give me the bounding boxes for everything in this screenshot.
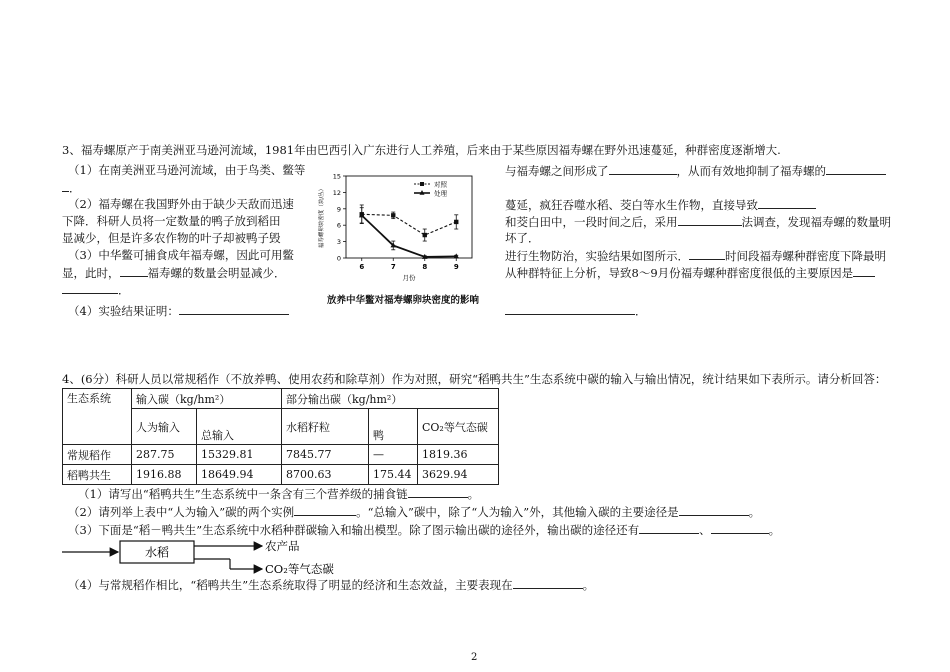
q3-p3-right-b-text: 从种群特征上分析，导致8～9月份福寿螺种群密度很低的主要原因是 <box>505 266 854 280</box>
table-cell: 1819.36 <box>418 445 499 465</box>
output-co2-label: CO₂等气态碳 <box>265 562 334 576</box>
table-cell: 1916.88 <box>132 465 197 485</box>
q3-p2-right-c: 坏了． <box>505 231 540 245</box>
carbon-model-svg <box>62 537 382 581</box>
table-subheader: 鸭 <box>369 409 418 445</box>
q3-p1-left: （1）在南美洲亚马逊河流域，由于鸟类、鳖等 <box>68 163 306 177</box>
q4-s3-end: 。 <box>768 523 781 537</box>
table-cell: — <box>369 445 418 465</box>
q3-p3-right-b <box>505 265 875 280</box>
table-cell: 稻鸭共生 <box>63 465 132 485</box>
answer-blank <box>826 163 886 175</box>
x-tick-label: 9 <box>453 263 459 271</box>
q3-p3-end <box>62 282 130 297</box>
density-chart-svg <box>312 168 502 292</box>
table-cell: 常规稻作 <box>63 445 132 465</box>
answer-blank <box>294 504 356 516</box>
chart-caption: 放养中华鳖对福寿螺卵块密度的影响 <box>327 295 480 306</box>
carbon-model-diagram <box>62 537 382 581</box>
y-axis-label: 福寿螺卵块密度（块/丛） <box>319 185 325 249</box>
q4-s3-text: （3）下面是“稻－鸭共生”生态系统中水稻种群碳输入和输出模型。除了图示输出碳的途径外，输出碳的途径还有 <box>68 523 640 537</box>
q3-p1-right-text2: ，从而有效地抑制了福寿螺的 <box>676 164 826 178</box>
answer-blank <box>711 522 769 534</box>
q4-s2 <box>68 504 760 519</box>
table-cell: 18649.94 <box>197 465 282 485</box>
answer-blank <box>62 282 118 294</box>
q3-p1-end <box>62 180 81 195</box>
q3-p2-left-c: 显减少，但是许多农作物的叶子却被鸭子毁 <box>62 231 281 245</box>
y-tick-label: 15 <box>332 172 341 181</box>
q3-p1-right <box>505 163 886 178</box>
q3-p4 <box>68 303 289 318</box>
series-line-0 <box>362 214 457 235</box>
q3-p2-right-b-text: 和茭白田中，一段时间之后，采用 <box>505 215 678 229</box>
carbon-table <box>62 388 499 485</box>
data-point <box>454 220 458 224</box>
table-cell: 15329.81 <box>197 445 282 465</box>
q3-p4-text: （4）实验结果证明： <box>68 304 179 318</box>
table-cell: 8700.63 <box>282 465 369 485</box>
q3-p3-right-a-text2: 时间段福寿螺种群密度下降最明 <box>725 249 886 263</box>
y-tick-label: 0 <box>336 254 341 263</box>
answer-blank <box>505 303 635 315</box>
q3-p2-right-b-text2: 法调查，发现福寿螺的数量明 <box>741 215 891 229</box>
answer-blank <box>639 522 699 534</box>
output-product-label: 农产品 <box>265 539 300 553</box>
answer-blank <box>689 248 725 260</box>
table-header-system: 生态系统 <box>63 389 132 445</box>
legend-marker <box>420 182 424 186</box>
q3-p4-end-text: ． <box>635 304 647 318</box>
table-subheader: CO₂等气态碳 <box>418 409 499 445</box>
answer-blank <box>678 214 742 226</box>
q4-s1-end: 。 <box>467 487 480 501</box>
table-subheader: 水稻籽粒 <box>282 409 369 445</box>
answer-blank <box>62 180 69 192</box>
q3-p2-left-a: （2）福寿螺在我国野外由于缺少天敌而迅速 <box>68 197 294 211</box>
q3-p3-left-b-text: 显，此时， <box>62 266 120 280</box>
q3-p3-right-a-text: 进行生物防治，实验结果如图所示． <box>505 249 689 263</box>
y-tick-label: 3 <box>336 238 341 247</box>
series-line-1 <box>362 215 457 257</box>
q3-p2-right-b <box>505 214 891 229</box>
answer-blank <box>120 265 148 277</box>
q4-s2-text2: 。“总输入”碳中，除了“人为输入”外，其他输入碳的主要途径是 <box>356 505 679 519</box>
table-row <box>63 445 499 465</box>
density-chart <box>312 168 502 302</box>
q3-p1-end-text: ． <box>69 181 81 195</box>
table-cell: 7845.77 <box>282 445 369 465</box>
x-tick-label: 6 <box>359 263 365 271</box>
table-cell: 287.75 <box>132 445 197 465</box>
table-header-input: 输入碳（kg/hm²） <box>132 389 282 409</box>
y-tick-label: 9 <box>336 205 341 214</box>
plot-frame <box>346 176 472 258</box>
table-row <box>63 465 499 485</box>
table-subheader: 人为输入 <box>132 409 197 445</box>
q4-s4 <box>68 577 594 592</box>
q3-intro: 3、福寿螺原产于南美洲亚马逊河流域，1981年由巴西引入广东进行人工养殖，后来由于某些原因福寿螺在野外迅速蔓延，种群密度逐渐增大. <box>62 143 781 157</box>
q4-s4-text: （4）与常规稻作相比，“稻鸭共生”生态系统取得了明显的经济和生态效益，主要表现在 <box>68 578 513 592</box>
q3-p3-left-b <box>62 265 286 280</box>
answer-blank <box>179 303 289 315</box>
y-tick-label: 6 <box>336 221 341 230</box>
q4-s2-end: 。 <box>748 505 761 519</box>
q4-s1-text: （1）请写出“稻鸭共生”生态系统中一条含有三个营养级的捕食链 <box>78 487 408 501</box>
page-number: 2 <box>471 652 478 663</box>
q4-s3 <box>68 522 780 537</box>
q3-p3-left-b-text2: 福寿螺的数量会明显减少． <box>147 266 286 280</box>
table-subheader: 总输入 <box>197 409 282 445</box>
q4-s3-sep: 、 <box>699 523 711 537</box>
table-header-output: 部分输出碳（kg/hm²） <box>282 389 499 409</box>
q3-p3-left-a: （3）中华鳖可捕食成年福寿螺，因此可用鳖 <box>68 248 294 262</box>
answer-blank <box>513 577 583 589</box>
q3-p4-right <box>505 303 647 318</box>
rice-box-label: 水稻 <box>144 545 170 560</box>
answer-blank <box>408 486 468 498</box>
q3-p3-right-a <box>505 248 886 263</box>
q3-p1-right-text: 与福寿螺之间形成了 <box>505 164 609 178</box>
q3-p3-end-text: ． <box>118 283 130 297</box>
data-point <box>423 233 427 237</box>
answer-blank <box>853 265 875 277</box>
table-cell: 175.44 <box>369 465 418 485</box>
q4-intro: 4、(6分）科研人员以常规稻作（不放养鸭、使用农药和除草剂）作为对照，研究“稻鸭共生”生态系统中碳的输入与输出情况，统计结果如下表所示。请分析回答： <box>62 372 887 386</box>
answer-blank <box>758 197 816 209</box>
answer-blank <box>609 163 677 175</box>
q4-s4-end: 。 <box>582 578 595 592</box>
y-tick-label: 12 <box>332 188 341 197</box>
q3-p2-right-a <box>505 197 816 212</box>
table-cell: 3629.94 <box>418 465 499 485</box>
data-point <box>391 213 395 217</box>
legend-label: 处理 <box>434 189 447 198</box>
x-axis-label: 月份 <box>402 274 416 282</box>
q3-p2-left-b: 下降．科研人员将一定数量的鸭子放到稻田 <box>62 214 281 228</box>
legend-label: 对照 <box>434 180 447 189</box>
q4-s1 <box>78 486 479 501</box>
q3-p2-right-a-text: 蔓延，疯狂吞噬水稻、茭白等水生作物，直接导致 <box>505 198 758 212</box>
answer-blank <box>679 504 749 516</box>
x-tick-label: 8 <box>422 263 428 271</box>
q4-s2-text: （2）请列举上表中“人为输入”碳的两个实例 <box>68 505 295 519</box>
x-tick-label: 7 <box>390 263 396 271</box>
